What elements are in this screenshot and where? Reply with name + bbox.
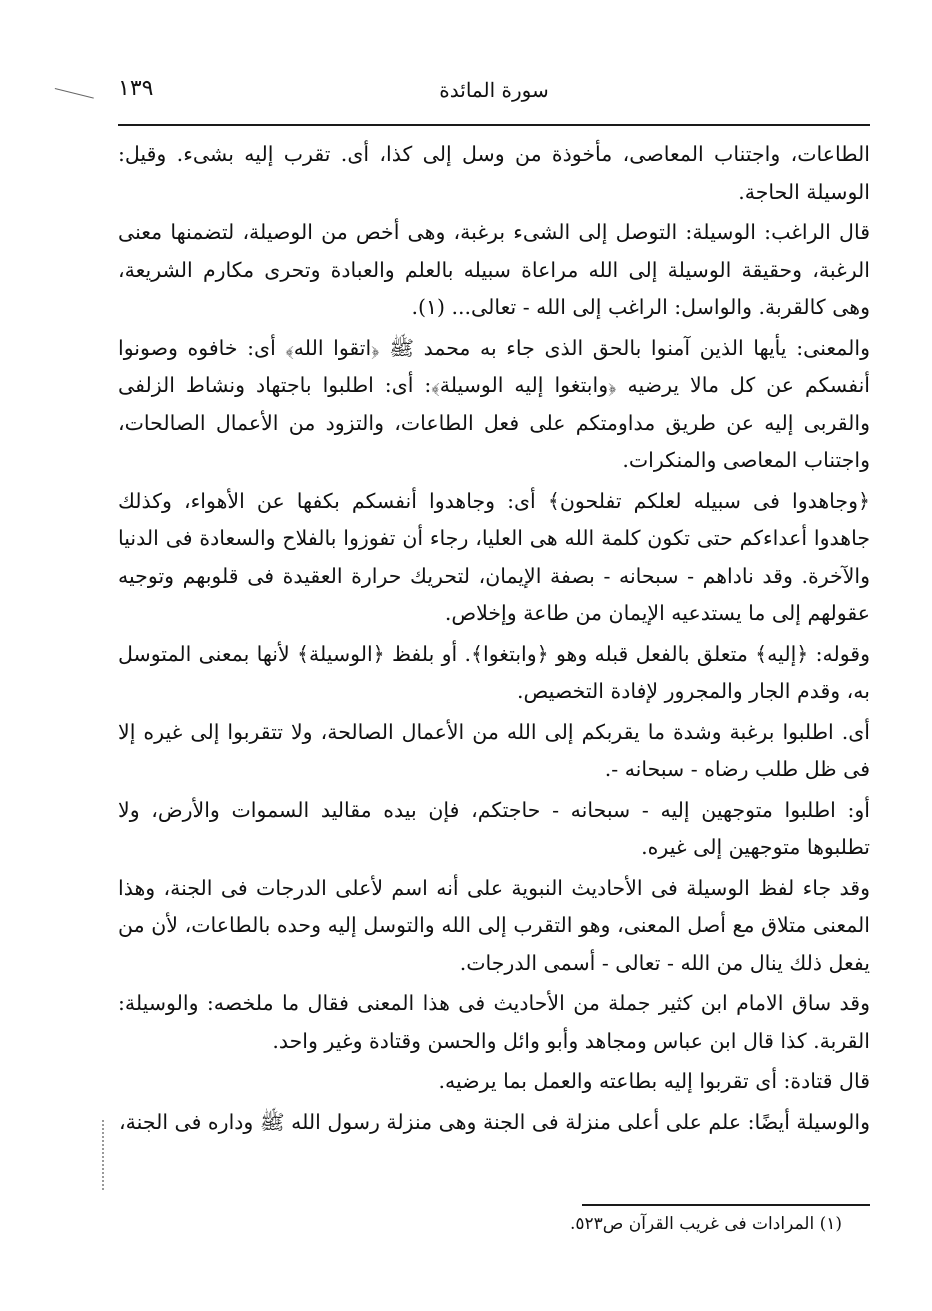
paragraph: والمعنى: يأيها الذين آمنوا بالحق الذى جاء به محمد ﷺ ﴿اتقوا الله﴾ أى: خافوه وصونوا أنفسكم عن كل مالا يرضيه ﴿وابتغوا إليه الوسيلة﴾: أى: اطلبوا باجتهاد ونشاط الزلفى والقربى إليه عن طريق مداومتكم على فعل الطاعات، والتزود من الأعمال الصالحات، واجتناب المعاصى والمنكرات.	[118, 335, 870, 472]
footnote: (١) المرادات فى غريب القرآن ص٥٢٣.	[569, 1214, 842, 1234]
scan-edge-mark	[51, 88, 93, 112]
paragraph: ﴿وجاهدوا فى سبيله لعلكم تفلحون﴾ أى: وجاهدوا أنفسكم بكفها عن الأهواء، وكذلك جاهدوا أعداءكم حتى تكون كلمة الله هى العليا، رجاء أن تفوزوا بالفلاح والسعادة فى الدنيا والآخرة. وقد ناداهم - سبحانه - بصفة الإيمان، لتحريك حرارة العقيدة فى قلوبهم وتوجيه عقولهم إلى ما يستدعيه الإيمان من طاعة وإخلاص.	[118, 488, 870, 625]
page-number: ١٣٩	[118, 76, 154, 101]
paragraph: وقد ساق الامام ابن كثير جملة من الأحاديث فى هذا المعنى فقال ما ملخصه: والوسيلة: القربة. كذا قال ابن عباس ومجاهد وأبو وائل والحسن وقتادة وغير واحد.	[118, 991, 870, 1053]
paragraph: الطاعات، واجتناب المعاصى، مأخوذة من وسل إلى كذا، أى. تقرب إليه بشىء. وقيل: الوسيلة الحاجة.	[118, 142, 870, 204]
surah-title: سورة المائدة	[439, 78, 549, 102]
binding-dots	[102, 1120, 106, 1190]
header-rule	[118, 124, 870, 126]
paragraph: أو: اطلبوا متوجهين إليه - سبحانه - حاجتكم، فإن بيده مقاليد السموات والأرض، ولا تطلبوها متوجهين إلى غيره.	[118, 797, 870, 859]
footnote-rule	[582, 1204, 870, 1206]
paragraph: قال قتادة: أى تقربوا إليه بطاعته والعمل بما يرضيه.	[438, 1069, 870, 1093]
paragraph: قال الراغب: الوسيلة: التوصل إلى الشىء برغبة، وهى أخص من الوصيلة، لتضمنها معنى الرغبة، وحقيقة الوسيلة إلى الله مراعاة سبيله بالعلم والعبادة وتحرى مكارم الشريعة، وهى كالقربة. والواسل: الراغب إلى الله - تعالى... (١).	[118, 220, 870, 319]
page-header	[118, 70, 870, 110]
body-text	[118, 136, 870, 1144]
paragraph: وقد جاء لفظ الوسيلة فى الأحاديث النبوية على أنه اسم لأعلى الدرجات فى الجنة، وهذا المعنى متلاق مع أصل المعنى، وهو التقرب إلى الله والتوسل إليه وحده بالطاعات، لأن من يفعل ذلك ينال من الله - تعالى - أسمى الدرجات.	[118, 875, 870, 975]
paragraph: أى. اطلبوا برغبة وشدة ما يقربكم إلى الله من الأعمال الصالحة، ولا تتقربوا إلى غيره إلا فى ظل طلب رضاه - سبحانه -.	[118, 719, 870, 781]
paragraph: والوسيلة أيضًا: علم على أعلى منزلة فى الجنة وهى منزلة رسول الله ﷺ وداره فى الجنة،	[119, 1109, 870, 1134]
paragraph: وقوله: ﴿إليه﴾ متعلق بالفعل قبله وهو ﴿وابتغوا﴾. أو بلفظ ﴿الوسيلة﴾ لأنها بمعنى المتوسل به، وقدم الجار والمجرور لإفادة التخصيص.	[118, 641, 870, 703]
